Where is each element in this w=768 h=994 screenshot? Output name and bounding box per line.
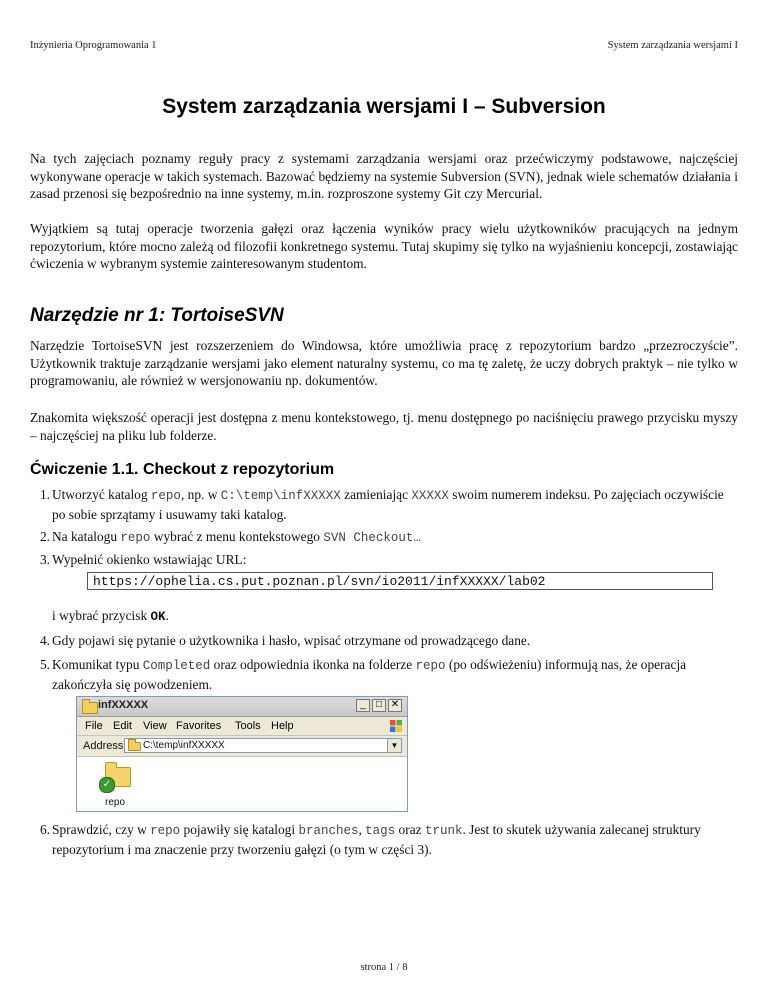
folder-icon xyxy=(82,702,98,714)
address-label: Address xyxy=(83,740,124,752)
repo-folder-label[interactable]: repo xyxy=(105,797,126,808)
intro-paragraph-1: Na tych zajęciach poznamy reguły pracy z systemami zarządzania wersjami oraz przećwiczymy podstawowe, najczęściej wykonywane operacje w takich systemach. Bazować będziemy na systemie Subversion (SVN), jednak wiele schematów działania i zasad przenosi się bezpośrednio na inne systemy, m.in. rozproszone systemy Git czy Mercurial. xyxy=(30,151,738,201)
window-menubar xyxy=(77,717,407,736)
repository-url-box: https://ophelia.cs.put.poznan.pl/svn/io2011/infXXXXX/lab02 xyxy=(87,572,713,590)
menu-edit[interactable]: Edit xyxy=(113,720,132,732)
exercise-step-5: 5. Komunikat typu Completed oraz odpowiednia ikonka na folderze repo (po odświeżeniu) informują nas, że operacja zakończyła się powodzeniem. xyxy=(52,656,738,693)
step-number: 3. xyxy=(39,552,50,567)
exercise-step-3: 3. Wypełnić okienko wstawiając URL: xyxy=(52,551,738,569)
exercise-heading: Ćwiczenie 1.1. Checkout z repozytorium xyxy=(30,461,335,478)
intro-paragraph-2: Wyjątkiem są tutaj operacje tworzenia gałęzi oraz łączenia wyników pracy wielu użytkowników pracujących na jednym repozytorium, które mocno zależą od filozofii konkretnego systemu. Tutaj skupimy się tylko na wyjaśnieniu koncepcji, zostawiając ćwiczenia w wybranym systemie zainteresowanym studentom. xyxy=(30,221,738,271)
explorer-window-screenshot xyxy=(76,696,408,812)
menu-help[interactable]: Help xyxy=(271,720,294,732)
maximize-button[interactable]: □ xyxy=(372,699,386,712)
minimize-button[interactable]: _ xyxy=(356,699,370,712)
chevron-down-icon[interactable]: ▼ xyxy=(387,739,401,752)
step-number: 4. xyxy=(39,633,50,648)
step-number: 5. xyxy=(39,657,50,672)
window-title: infXXXXX xyxy=(98,699,149,711)
exercise-step-3-continued: i wybrać przycisk OK. xyxy=(52,608,169,624)
page-number: strona 1 / 8 xyxy=(360,962,408,973)
exercise-step-6: 6. Sprawdzić, czy w repo pojawiły się katalogi branches, tags oraz trunk. Jest to skutek używania zalecanej struktury repozytorium i ma znaczenie przy tworzeniu gałęzi (o tym w części 3). xyxy=(52,821,738,858)
step-number: 1. xyxy=(39,487,50,502)
step-number: 2. xyxy=(39,529,50,544)
section1-paragraph-2: Znakomita większość operacji jest dostępna z menu kontekstowego, tj. menu dostępnego po naciśnięciu prawego przycisku myszy – najczęściej na pliku lub folderze. xyxy=(30,410,738,443)
exercise-step-4: 4. Gdy pojawi się pytanie o użytkownika i hasło, wpisać otrzymane od prowadzącego dane. xyxy=(52,632,738,650)
folder-icon xyxy=(128,742,141,751)
exercise-step-2: 2. Na katalogu repo wybrać z menu kontekstowego SVN Checkout… xyxy=(52,528,738,548)
header-topic: System zarządzania wersjami I xyxy=(607,40,738,51)
menu-file[interactable]: File xyxy=(85,720,103,732)
step-number: 6. xyxy=(39,822,50,837)
address-input[interactable] xyxy=(124,738,402,753)
section-heading-tortoisesvn: Narzędzie nr 1: TortoiseSVN xyxy=(30,305,284,326)
header-course-name: Inżynieria Oprogramowania 1 xyxy=(30,40,157,51)
menu-tools[interactable]: Tools xyxy=(235,720,261,732)
address-path: C:\temp\infXXXXX xyxy=(143,740,225,751)
page-title: System zarządzania wersjami I – Subversion xyxy=(162,95,606,118)
checkmark-icon: ✓ xyxy=(99,777,115,793)
close-button[interactable]: ✕ xyxy=(388,699,402,712)
menu-view[interactable]: View xyxy=(143,720,167,732)
menu-favorites[interactable]: Favorites xyxy=(176,720,222,732)
window-titlebar xyxy=(77,697,407,717)
exercise-step-1: 1. Utworzyć katalog repo, np. w C:\temp\infXXXXX zamieniając XXXXX swoim numerem indeksu. Po zajęciach oczywiście po sobie sprzątamy i usuwamy taki katalog. xyxy=(52,486,738,523)
windows-logo-icon xyxy=(389,719,403,733)
ok-button-label: OK xyxy=(150,610,166,624)
address-bar xyxy=(77,736,407,757)
folder-content-area xyxy=(77,757,407,811)
section1-paragraph-1: Narzędzie TortoiseSVN jest rozszerzeniem do Windowsa, które umożliwia pracę z repozytorium bardzo „przezroczyście”. Użytkownik traktuje zarządzanie wersjami jako element naturalny systemu, co ma tę zaletę, że uczy dobrych praktyk – nie tylko w programowaniu, ale również w wersjonowaniu np. dokumentów. xyxy=(30,338,738,388)
